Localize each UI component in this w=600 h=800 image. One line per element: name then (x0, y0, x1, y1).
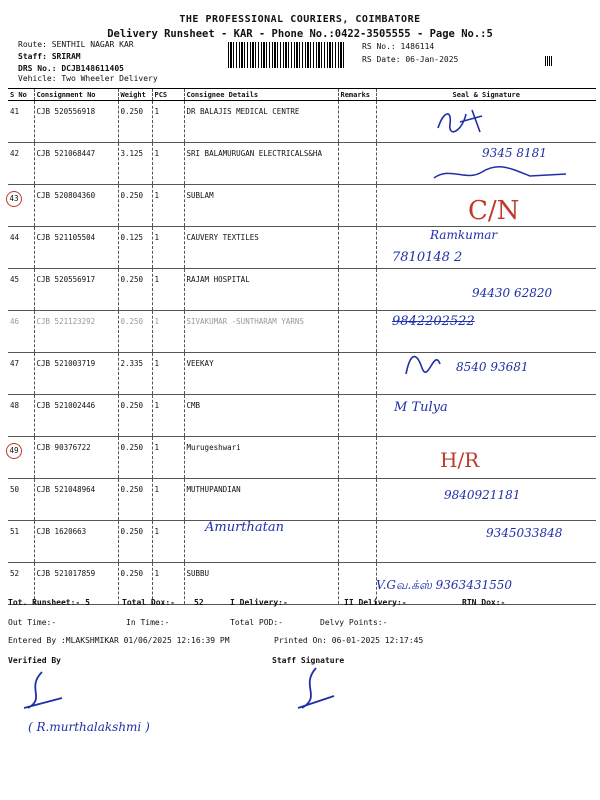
row-sno: 52 (8, 563, 34, 605)
barcode-image (228, 42, 346, 68)
verified-handwritten-name: ( R.murthalakshmi ) (28, 720, 150, 734)
i-delivery: I Delivery:- (230, 598, 288, 607)
col-consignment: Consignment No (34, 89, 118, 101)
row-weight: 3.125 (118, 143, 152, 185)
vehicle-label: Vehicle: Two Wheeler Delivery (18, 74, 158, 83)
row-consignee: SIVAKUMAR -SUNTHARAM YARNS (184, 311, 338, 353)
handwritten-cn-remark: C/N (468, 196, 520, 226)
row-consignee: SUBBU (184, 563, 338, 605)
printed-on: Printed On: 06-01-2025 12:17:45 (274, 636, 424, 645)
row-consignment: CJB 521048964 (34, 479, 118, 521)
delvy-points: Delvy Points:- (320, 618, 388, 627)
in-time: In Time:- (126, 618, 170, 627)
row-weight: 2.335 (118, 353, 152, 395)
row-remarks (338, 437, 376, 479)
rtn-dox: RTN Dox:- (462, 598, 506, 607)
row-pcs: 1 (152, 185, 184, 227)
row-sno: 48 (8, 395, 34, 437)
row-consignment: CJB 520556918 (34, 101, 118, 143)
handwritten-signature-41 (432, 106, 492, 136)
row-pcs: 1 (152, 311, 184, 353)
row-sno (8, 185, 34, 227)
handwritten-signature-43 (430, 162, 570, 186)
row-pcs: 1 (152, 353, 184, 395)
col-consignee: Consignee Details (184, 89, 338, 101)
handwritten-phone-47: 8540 93681 (456, 360, 529, 374)
row-pcs: 1 (152, 101, 184, 143)
row-pcs: 1 (152, 395, 184, 437)
row-consignment: CJB 1620663 (34, 521, 118, 563)
row-weight: 0.250 (118, 311, 152, 353)
row-weight: 0.250 (118, 101, 152, 143)
row-consignment: CJB 521003719 (34, 353, 118, 395)
row-sno: 47 (8, 353, 34, 395)
row-consignee: DR BALAJIS MEDICAL CENTRE (184, 101, 338, 143)
staff-label: Staff: SRIRAM (18, 52, 81, 61)
circled-sno: 49 (6, 443, 22, 459)
row-consignee: CAUVERY TEXTILES (184, 227, 338, 269)
row-consignee: CMB (184, 395, 338, 437)
row-remarks (338, 521, 376, 563)
row-sno: 42 (8, 143, 34, 185)
entered-by: Entered By :MLAKSHMIKAR 01/06/2025 12:16:39 PM (8, 636, 230, 645)
row-sno: 44 (8, 227, 34, 269)
handwritten-phone-50: 9840921181 (444, 488, 521, 502)
row-consignee: MUTHUPANDIAN (184, 479, 338, 521)
row-remarks (338, 101, 376, 143)
total-dox-label: Total Dox:- (122, 598, 175, 607)
staff-signature-label: Staff Signature (272, 656, 345, 665)
handwritten-consignee-51: Amurthatan (205, 520, 284, 535)
handwritten-name-44: Ramkumar (430, 228, 498, 242)
row-consignment: CJB 521068447 (34, 143, 118, 185)
row-pcs: 1 (152, 437, 184, 479)
out-time: Out Time:- (8, 618, 57, 627)
row-sno: 41 (8, 101, 34, 143)
total-runsheet: Tot. Runsheet:- 5 (8, 598, 90, 607)
row-sno: 50 (8, 479, 34, 521)
row-consignee: RAJAM HOSPITAL (184, 269, 338, 311)
handwritten-phone-51: 9345033848 (486, 526, 563, 540)
handwritten-phone-45: 94430 62820 (472, 286, 553, 300)
table-row (8, 101, 596, 143)
rs-number: RS No.: 1486114 (362, 42, 435, 51)
row-consignment: CJB 521002446 (34, 395, 118, 437)
col-sno: S No (8, 89, 34, 101)
row-remarks (338, 395, 376, 437)
handwritten-hr-remark: H/R (440, 448, 480, 472)
row-pcs: 1 (152, 143, 184, 185)
row-remarks (338, 479, 376, 521)
route-label: Route: SENTHIL NAGAR KAR (18, 40, 134, 49)
row-weight: 0.250 (118, 395, 152, 437)
row-consignment: CJB 90376722 (34, 437, 118, 479)
barcode-small-image (545, 56, 553, 66)
row-pcs: 1 (152, 269, 184, 311)
row-remarks (338, 185, 376, 227)
handwritten-name-48: M Tulya (394, 400, 448, 415)
handwritten-phone-44: 7810148 2 (392, 250, 463, 265)
row-weight: 0.125 (118, 227, 152, 269)
col-remarks: Remarks (338, 89, 376, 101)
row-remarks (338, 227, 376, 269)
row-sno: 51 (8, 521, 34, 563)
staff-signature (288, 664, 338, 714)
verified-by-label: Verified By (8, 656, 61, 665)
table-header-row (8, 89, 596, 101)
table-row (8, 437, 596, 479)
row-consignment: CJB 520804360 (34, 185, 118, 227)
row-remarks (338, 143, 376, 185)
row-consignment: CJB 520556917 (34, 269, 118, 311)
row-sno: 45 (8, 269, 34, 311)
row-consignee: SRI BALAMURUGAN ELECTRICALS&HA (184, 143, 338, 185)
row-pcs: 1 (152, 521, 184, 563)
row-consignment: CJB 521105504 (34, 227, 118, 269)
verified-signature (16, 668, 66, 714)
ii-delivery: II Delivery:- (344, 598, 407, 607)
row-consignee: Murugeshwari (184, 437, 338, 479)
row-consignee: SUBLAM (184, 185, 338, 227)
col-pcs: PCS (152, 89, 184, 101)
row-signature (376, 437, 596, 479)
handwritten-phone-46: 9842202522 (392, 314, 475, 329)
row-remarks (338, 353, 376, 395)
handwritten-signature-47 (400, 344, 450, 384)
row-remarks (338, 311, 376, 353)
row-consignee: VEEKAY (184, 353, 338, 395)
col-weight: Weight (118, 89, 152, 101)
row-pcs: 1 (152, 479, 184, 521)
row-pcs: 1 (152, 227, 184, 269)
table-row (8, 311, 596, 353)
row-weight: 0.250 (118, 521, 152, 563)
row-consignment: CJB 521017859 (34, 563, 118, 605)
row-weight: 0.250 (118, 185, 152, 227)
company-title: THE PROFESSIONAL COURIERS, COIMBATORE (179, 14, 421, 25)
handwritten-phone-52: V.Gவ.க்ஸ் 9363431550 (376, 578, 512, 592)
col-signature: Seal & Signature (376, 89, 596, 101)
row-remarks (338, 269, 376, 311)
total-dox-value: 52 (194, 598, 204, 607)
table-row (8, 395, 596, 437)
circled-sno: 43 (6, 191, 22, 207)
total-pod: Total POD:- (230, 618, 283, 627)
runsheet-subtitle: Delivery Runsheet - KAR - Phone No.:0422-3505555 - Page No.:5 (107, 28, 493, 40)
rs-date: RS Date: 06-Jan-2025 (362, 55, 459, 64)
row-sno (8, 437, 34, 479)
row-pcs: 1 (152, 563, 184, 605)
row-consignment: CJB 521123292 (34, 311, 118, 353)
row-weight: 0.250 (118, 479, 152, 521)
drs-number: DRS No.: DCJB148611405 (18, 64, 124, 73)
row-sno: 46 (8, 311, 34, 353)
row-weight: 0.250 (118, 269, 152, 311)
row-weight: 0.250 (118, 563, 152, 605)
handwritten-phone-42: 9345 8181 (482, 146, 547, 160)
row-weight: 0.250 (118, 437, 152, 479)
table-row (8, 227, 596, 269)
